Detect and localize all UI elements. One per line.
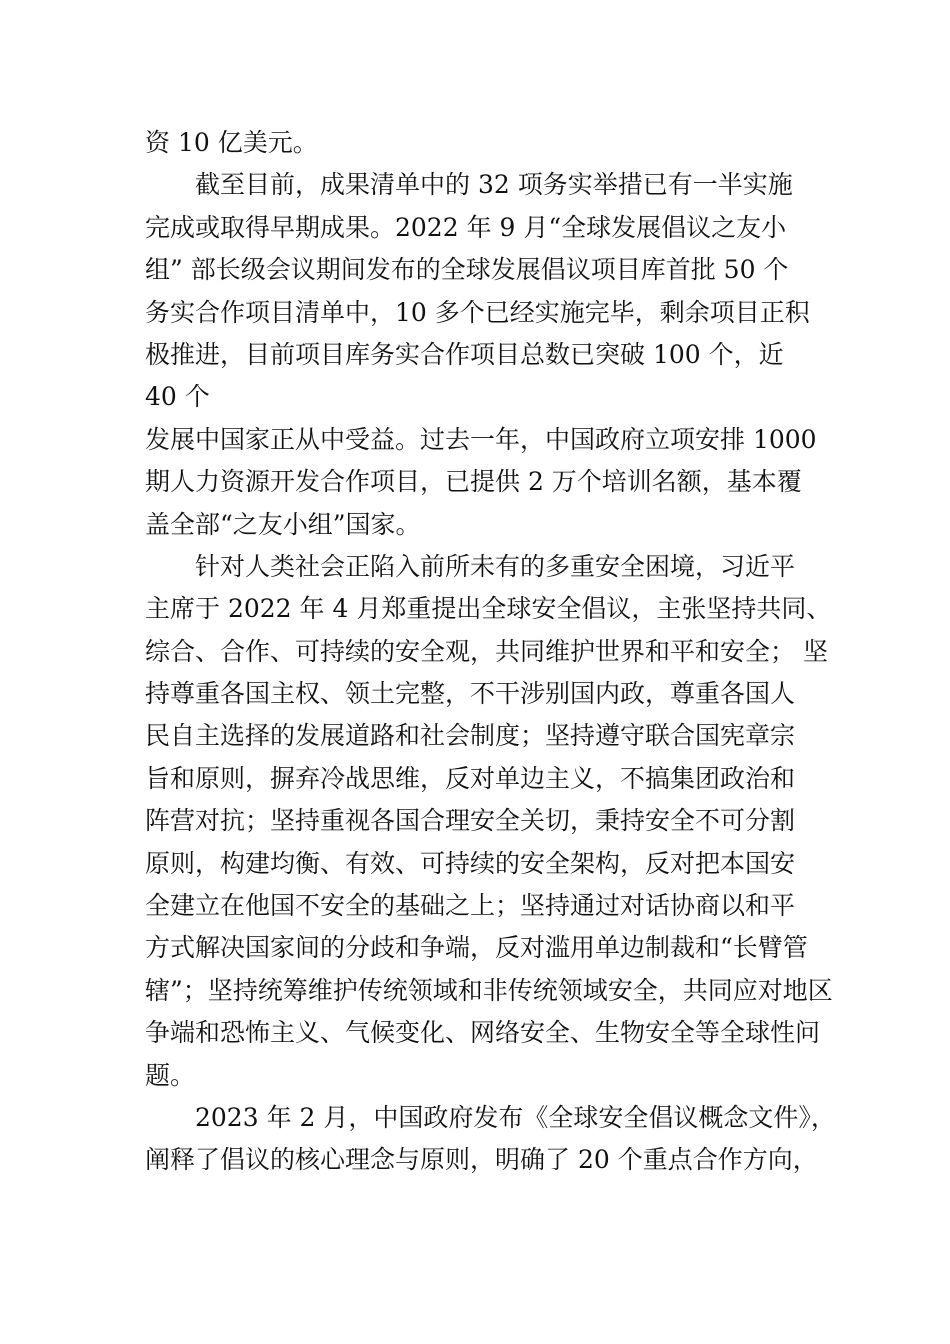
text-line: 方式解决国家间的分歧和争端，反对滥用单边制裁和“长臂管 xyxy=(145,933,808,963)
text-line: 发展中国家正从中受益。过去一年，中国政府立项安排 1000 xyxy=(145,424,817,454)
text-line: 2023 年 2 月，中国政府发布《全球安全倡议概念文件》， xyxy=(195,1102,836,1132)
text-line: 截至目前，成果清单中的 32 项务实举措已有一半实施 xyxy=(195,170,793,200)
text-line: 旨和原则，摒弃冷战思维，反对单边主义，不搞集团政治和 xyxy=(145,763,796,793)
text-line: 组” 部长级会议期间发布的全球发展倡议项目库首批 50 个 xyxy=(145,255,789,285)
text-line: 持尊重各国主权、领土完整，不干涉别国内政，尊重各国人 xyxy=(145,679,796,709)
text-line: 综合、合作、可持续的安全观，共同维护世界和平和安全； 坚 xyxy=(145,636,828,666)
text-line: 资 10 亿美元。 xyxy=(145,128,318,157)
text-line: 阐释了倡议的核心理念与原则，明确了 20 个重点合作方向， xyxy=(145,1145,818,1175)
text-line: 题。 xyxy=(145,1060,196,1090)
text-line: 全建立在他国不安全的基础之上；坚持通过对话协商以和平 xyxy=(145,891,796,921)
text-line: 原则，构建均衡、有效、可持续的安全架构，反对把本国安 xyxy=(145,848,796,878)
text-line: 民自主选择的发展道路和社会制度；坚持遵守联合国宪章宗 xyxy=(145,721,796,751)
body-text xyxy=(145,122,836,1182)
text-line: 针对人类社会正陷入前所未有的多重安全困境，习近平 xyxy=(195,551,796,581)
text-line: 期人力资源开发合作项目，已提供 2 万个培训名额，基本覆 xyxy=(145,467,802,497)
text-line: 务实合作项目清单中，10 多个已经实施完毕，剩余项目正积 xyxy=(145,297,810,327)
text-line: 极推进，目前项目库务实合作项目总数已突破 100 个，近 xyxy=(145,339,784,369)
text-line: 争端和恐怖主义、气候变化、网络安全、生物安全等全球性问 xyxy=(145,1018,821,1048)
text-line: 辖”；坚持统筹维护传统领域和非传统领域安全，共同应对地区 xyxy=(145,975,833,1005)
text-line: 40 个 xyxy=(145,382,210,412)
text-line: 阵营对抗；坚持重视各国合理安全关切，秉持安全不可分割 xyxy=(145,806,796,836)
text-line: 完成或取得早期成果。2022 年 9 月“全球发展倡议之友小 xyxy=(145,212,787,242)
text-line: 盖全部“之友小组”国家。 xyxy=(145,509,421,539)
text-line: 主席于 2022 年 4 月郑重提出全球安全倡议，主张坚持共同、 xyxy=(145,594,832,624)
